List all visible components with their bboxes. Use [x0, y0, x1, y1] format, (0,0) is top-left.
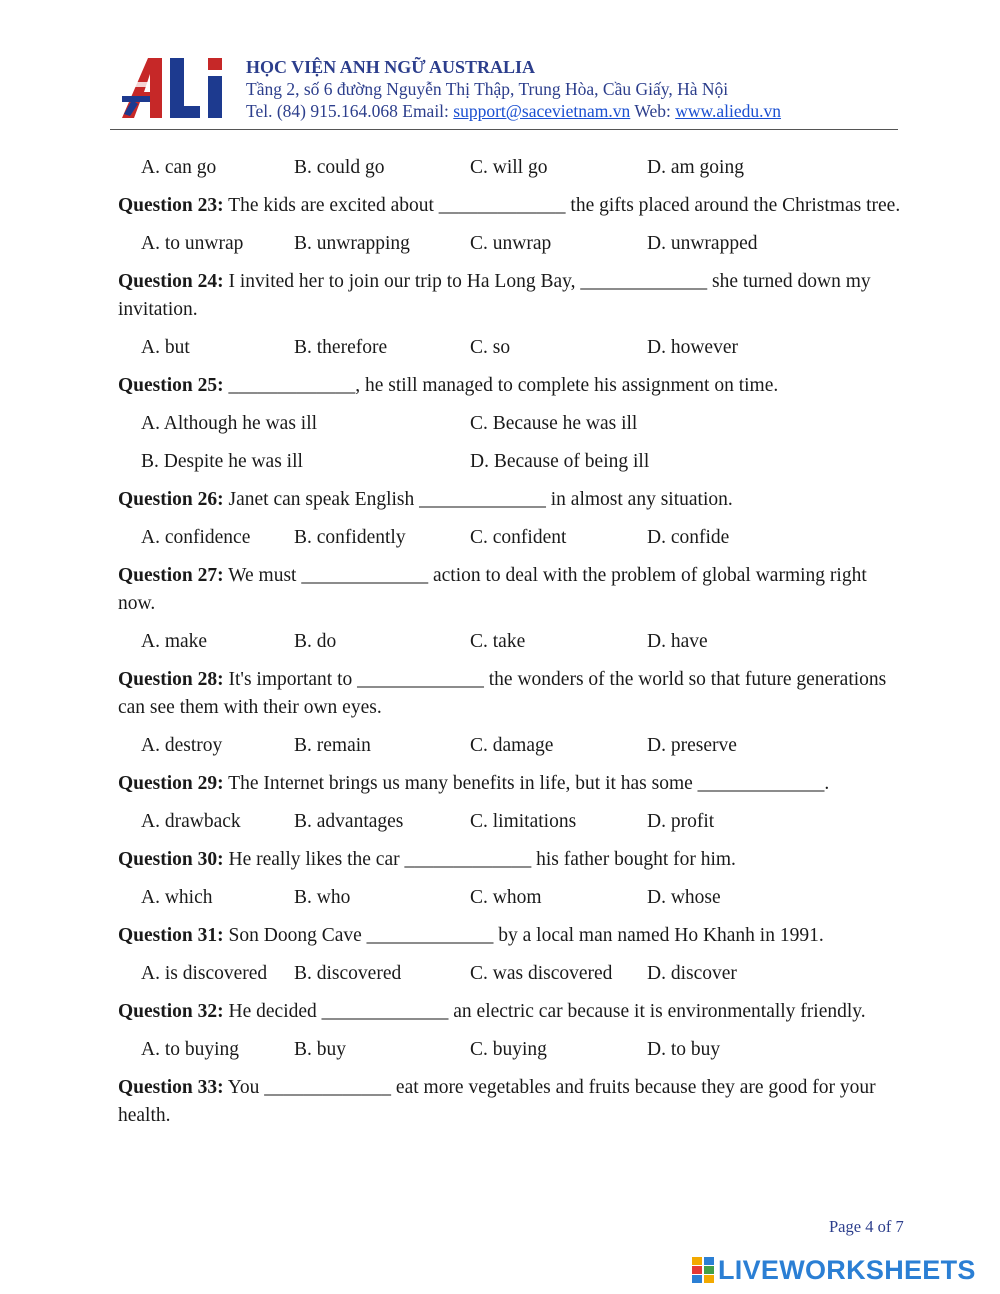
option-b: B. Despite he was ill	[141, 451, 303, 472]
question-label: Question 31:	[118, 925, 224, 946]
option-a: A. to unwrap	[141, 233, 244, 254]
question-text: Son Doong Cave _____________ by a local man named Ho Khanh in 1991.	[223, 925, 824, 946]
question-text: _____________, he still managed to complete his assignment on time.	[223, 375, 779, 396]
question-text: He really likes the car _____________ his father bought for him.	[223, 849, 736, 870]
email-link[interactable]: support@sacevietnam.vn	[453, 101, 631, 121]
options-row	[118, 334, 908, 362]
question-33	[118, 1074, 908, 1130]
institute-address: Tầng 2, số 6 đường Nguyễn Thị Thập, Trung Hòa, Cầu Giấy, Hà Nội	[246, 79, 729, 99]
option-c: C. Because he was ill	[470, 413, 638, 434]
option-d: D. discover	[647, 963, 737, 984]
option-c: C. so	[470, 337, 511, 358]
web-link[interactable]: www.aliedu.vn	[675, 101, 782, 121]
contact-line	[246, 100, 906, 122]
option-b: B. who	[294, 887, 351, 908]
option-c: C. take	[470, 631, 526, 652]
options-row	[118, 808, 908, 836]
option-d: D. have	[647, 631, 708, 652]
option-d: D. unwrapped	[647, 233, 758, 254]
question-text: I invited her to join our trip to Ha Long Bay, _____________ she turned down my invitation.	[118, 271, 871, 320]
option-c: C. whom	[470, 887, 542, 908]
question-label: Question 24:	[118, 271, 224, 292]
option-b: B. do	[294, 631, 337, 652]
option-b: B. therefore	[294, 337, 388, 358]
institute-name: HỌC VIỆN ANH NGỮ AUSTRALIA	[246, 57, 536, 77]
option-a: A. destroy	[141, 735, 223, 756]
question-24	[118, 268, 908, 324]
question-list	[118, 154, 908, 1140]
question-label: Question 27:	[118, 565, 224, 586]
question-25	[118, 372, 908, 400]
options-row	[118, 732, 908, 760]
option-a: A. to buying	[141, 1039, 240, 1060]
liveworksheets-brand[interactable]	[692, 1254, 976, 1286]
option-b: B. unwrapping	[294, 233, 410, 254]
question-label: Question 28:	[118, 669, 224, 690]
web-label: Web:	[630, 101, 676, 121]
options-row	[118, 154, 908, 182]
question-30	[118, 846, 908, 874]
question-27	[118, 562, 908, 618]
options-row	[118, 960, 908, 988]
option-d: D. Because of being ill	[470, 451, 650, 472]
option-a: A. Although he was ill	[141, 413, 318, 434]
option-d: D. however	[647, 337, 738, 358]
option-d: D. profit	[647, 811, 715, 832]
option-a: A. drawback	[141, 811, 241, 832]
options-row	[118, 628, 908, 656]
header-divider	[110, 129, 898, 130]
option-b: B. buy	[294, 1039, 347, 1060]
option-b: B. advantages	[294, 811, 404, 832]
question-29	[118, 770, 908, 798]
liveworksheets-icon	[692, 1257, 714, 1283]
option-d: D. whose	[647, 887, 721, 908]
option-d: D. preserve	[647, 735, 737, 756]
question-32	[118, 998, 908, 1026]
option-c: C. damage	[470, 735, 554, 756]
option-b: B. discovered	[294, 963, 402, 984]
question-label: Question 23:	[118, 195, 224, 216]
page-number: Page 4 of 7	[829, 1217, 904, 1236]
question-text: It's important to _____________ the wonders of the world so that future generations can see them with their own eyes.	[118, 669, 887, 718]
question-text: He decided _____________ an electric car because it is environmentally friendly.	[223, 1001, 866, 1022]
option-a: A. make	[141, 631, 208, 652]
option-a: A. which	[141, 887, 213, 908]
question-23	[118, 192, 908, 220]
liveworksheets-wordmark: LIVEWORKSHEETS	[718, 1254, 976, 1285]
question-label: Question 25:	[118, 375, 224, 396]
option-c: C. will go	[470, 157, 548, 178]
ali-logo	[118, 52, 236, 122]
question-26	[118, 486, 908, 514]
option-a: A. can go	[141, 157, 217, 178]
option-c: C. limitations	[470, 811, 577, 832]
option-d: D. am going	[647, 157, 744, 178]
option-b: B. remain	[294, 735, 371, 756]
option-d: D. confide	[647, 527, 730, 548]
option-c: C. buying	[470, 1039, 547, 1060]
option-b: B. could go	[294, 157, 385, 178]
question-28	[118, 666, 908, 722]
question-label: Question 29:	[118, 773, 224, 794]
tel-text: Tel. (84) 915.164.068 Email:	[246, 101, 454, 121]
option-a: A. confidence	[141, 527, 251, 548]
option-d: D. to buy	[647, 1039, 721, 1060]
option-a: A. but	[141, 337, 190, 358]
option-c: C. was discovered	[470, 963, 613, 984]
question-text: We must _____________ action to deal with the problem of global warming right now.	[118, 565, 867, 614]
document-header	[110, 48, 898, 132]
option-b: B. confidently	[294, 527, 406, 548]
question-text: The kids are excited about _____________ the gifts placed around the Christmas tree.	[223, 195, 901, 216]
option-c: C. confident	[470, 527, 567, 548]
question-text: Janet can speak English _____________ in almost any situation.	[223, 489, 733, 510]
options-row	[118, 410, 908, 438]
question-label: Question 33:	[118, 1077, 224, 1098]
question-label: Question 32:	[118, 1001, 224, 1022]
options-row	[118, 524, 908, 552]
question-label: Question 30:	[118, 849, 224, 870]
institute-info	[246, 56, 906, 122]
option-c: C. unwrap	[470, 233, 552, 254]
options-row	[118, 448, 908, 476]
option-a: A. is discovered	[141, 963, 268, 984]
options-row	[118, 1036, 908, 1064]
options-row	[118, 884, 908, 912]
options-row	[118, 230, 908, 258]
question-31	[118, 922, 908, 950]
question-text: The Internet brings us many benefits in life, but it has some _____________.	[223, 773, 830, 794]
question-text: You _____________ eat more vegetables and fruits because they are good for your health.	[118, 1077, 876, 1126]
question-label: Question 26:	[118, 489, 224, 510]
